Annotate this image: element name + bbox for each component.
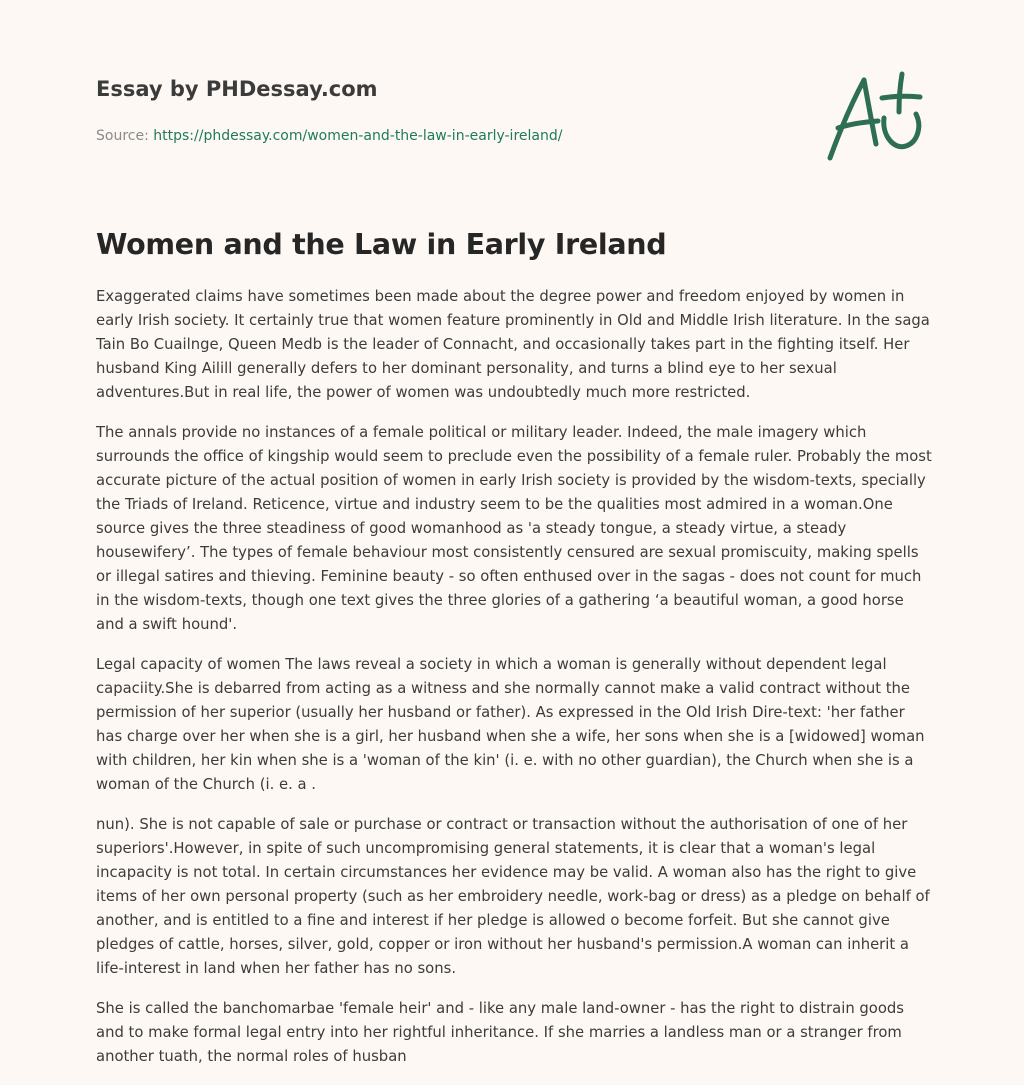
article-body xyxy=(96,285,934,1085)
a-plus-logo-icon xyxy=(820,66,930,166)
essay-header xyxy=(96,74,696,146)
paragraph: Legal capacity of women The laws reveal a society in which a woman is generally without dependent legal capaciity.She is debarred from acting as a witness and she normally cannot make a valid contract without the permission of her superior (usually her husband or father). As expressed in the Old Irish Dire-text: 'her father has charge over her when she is a girl, her husband when she a wife, her sons when she is a [widowed] woman with children, her kin when she is a 'woman of the kin' (i. e. with no other guardian), the Church when she is a woman of the Church (i. e. a . xyxy=(96,656,925,793)
brand-title: Essay by PHDessay.com xyxy=(96,77,378,101)
paragraph: The annals provide no instances of a female political or military leader. Indeed, the male imagery which surrounds the office of kingship would seem to preclude even the possibility of a female ruler. Probably the most accurate picture of the actual position of women in early Irish society is provided by the wisdom-texts, specially the Triads of Ireland. Reticence, virtue and industry seem to be the qualities most admired in a woman.One source gives the three steadiness of good womanhood as 'a steady tongue, a steady virtue, a steady housewifery’. The types of female behaviour most consistently censured are sexual promiscuity, making spells or illegal satires and thieving. Feminine beauty - so often enthused over in the sagas - does not count for much in the wisdom-texts, though one text gives the three glories of a gathering ‘a beautiful woman, a good horse and a swift hound'. xyxy=(96,424,932,633)
paragraph: She is called the banchomarbae 'female heir' and - like any male land-owner - has the right to distrain goods and to make formal legal entry into her rightful inheritance. If she marries a landless man or a stranger from another tuath, the normal roles of husban xyxy=(96,1000,904,1065)
source-line xyxy=(96,126,696,146)
paragraph: Exaggerated claims have sometimes been made about the degree power and freedom enjoyed by women in early Irish society. It certainly true that women feature prominently in Old and Middle Irish literature. In the saga Tain Bo Cuailnge, Queen Medb is the leader of Connacht, and occasionally takes part in the fighting itself. Her husband King Ailill generally defers to her dominant personality, and turns a blind eye to her sexual adventures.But in real life, the power of women was undoubtedly much more restricted. xyxy=(96,288,930,401)
paragraph: nun). She is not capable of sale or purchase or contract or transaction without the authorisation of one of her superiors'.However, in spite of such uncompromising general statements, it is clear that a woman's legal incapacity is not total. In certain circumstances her evidence may be valid. A woman also has the right to give items of her own personal property (such as her embroidery needle, work-bag or dress) as a pledge on behalf of another, and is entitled to a fine and interest if her pledge is allowed o become forfeit. But she cannot give pledges of cattle, horses, silver, gold, copper or iron without her husband's permission.A woman can inherit a life-interest in land when her father has no sons. xyxy=(96,816,930,977)
source-link[interactable]: https://phdessay.com/women-and-the-law-in-early-ireland/ xyxy=(153,128,563,144)
source-label: Source: xyxy=(96,128,154,144)
article-title: Women and the Law in Early Ireland xyxy=(96,228,667,261)
